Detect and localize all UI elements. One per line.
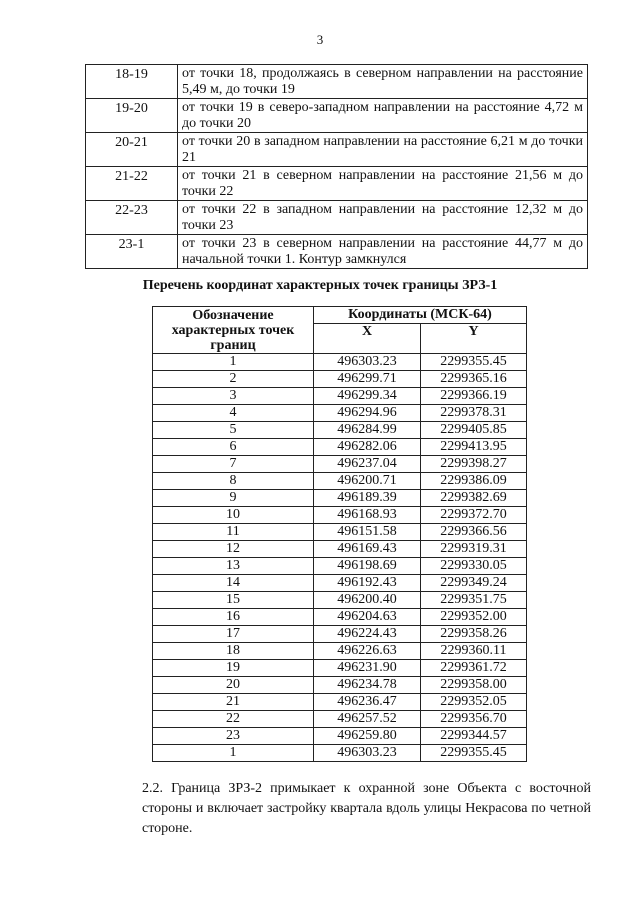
coordinates-table-body — [153, 354, 527, 762]
point-number: 17 — [153, 626, 314, 643]
coordinate-row — [153, 660, 527, 677]
y-coordinate: 2299356.70 — [421, 711, 527, 728]
point-number: 11 — [153, 524, 314, 541]
y-coordinate: 2299358.26 — [421, 626, 527, 643]
y-coordinate: 2299398.27 — [421, 456, 527, 473]
point-number: 3 — [153, 388, 314, 405]
segment-description: от точки 20 в западном направлении на расстояние 6,21 м до точки 21 — [178, 133, 588, 167]
coordinate-row — [153, 728, 527, 745]
y-coordinate: 2299355.45 — [421, 745, 527, 762]
y-coordinate: 2299378.31 — [421, 405, 527, 422]
segment-id: 18-19 — [86, 65, 178, 99]
coords-header: Координаты (МСК-64) — [314, 307, 527, 324]
point-number: 15 — [153, 592, 314, 609]
x-coordinate: 496226.63 — [314, 643, 421, 660]
point-number: 2 — [153, 371, 314, 388]
x-coordinate: 496200.40 — [314, 592, 421, 609]
x-coordinate: 496168.93 — [314, 507, 421, 524]
point-number: 22 — [153, 711, 314, 728]
coordinates-table — [152, 306, 527, 762]
x-coordinate: 496204.63 — [314, 609, 421, 626]
y-coordinate: 2299344.57 — [421, 728, 527, 745]
point-number: 4 — [153, 405, 314, 422]
coordinate-row — [153, 575, 527, 592]
point-number: 19 — [153, 660, 314, 677]
coordinate-row — [153, 694, 527, 711]
point-number: 23 — [153, 728, 314, 745]
segment-row — [86, 235, 588, 269]
segment-row — [86, 167, 588, 201]
coordinate-row — [153, 677, 527, 694]
coordinate-row — [153, 643, 527, 660]
x-coordinate: 496299.34 — [314, 388, 421, 405]
segment-row — [86, 65, 588, 99]
x-coordinate: 496299.71 — [314, 371, 421, 388]
segment-id: 23-1 — [86, 235, 178, 269]
y-coordinate: 2299330.05 — [421, 558, 527, 575]
point-number: 6 — [153, 439, 314, 456]
point-number: 13 — [153, 558, 314, 575]
coordinate-row — [153, 473, 527, 490]
coordinate-row — [153, 456, 527, 473]
section-paragraph — [108, 779, 591, 839]
coordinate-row — [153, 558, 527, 575]
x-coordinate: 496284.99 — [314, 422, 421, 439]
coordinate-row — [153, 592, 527, 609]
y-coordinate: 2299355.45 — [421, 354, 527, 371]
coordinate-row — [153, 354, 527, 371]
y-coordinate: 2299351.75 — [421, 592, 527, 609]
coordinate-row — [153, 745, 527, 762]
y-coordinate: 2299358.00 — [421, 677, 527, 694]
boundary-description-table — [85, 64, 588, 269]
x-header: X — [314, 324, 421, 354]
segment-description: от точки 19 в северо-западном направлении на расстояние 4,72 м до точки 20 — [178, 99, 588, 133]
paragraph-text: 2.2. Граница ЗРЗ-2 примыкает к охранной зоне Объекта с восточной стороны и включает застройку квартала вдоль улицы Некрасова по четной стороне. — [142, 781, 591, 836]
coord-section-title: Перечень координат характерных точек границы ЗРЗ-1 — [142, 278, 498, 293]
y-coordinate: 2299372.70 — [421, 507, 527, 524]
point-number: 9 — [153, 490, 314, 507]
y-coordinate: 2299365.16 — [421, 371, 527, 388]
x-coordinate: 496257.52 — [314, 711, 421, 728]
y-coordinate: 2299386.09 — [421, 473, 527, 490]
point-number: 20 — [153, 677, 314, 694]
y-coordinate: 2299360.11 — [421, 643, 527, 660]
segment-description: от точки 21 в северном направлении на расстояние 21,56 м до точки 22 — [178, 167, 588, 201]
y-coordinate: 2299319.31 — [421, 541, 527, 558]
x-coordinate: 496294.96 — [314, 405, 421, 422]
page-number: 3 — [316, 32, 324, 47]
x-coordinate: 496234.78 — [314, 677, 421, 694]
point-number: 1 — [153, 354, 314, 371]
point-number: 21 — [153, 694, 314, 711]
x-coordinate: 496303.23 — [314, 745, 421, 762]
segment-description: от точки 18, продолжаясь в северном направлении на расстояние 5,49 м, до точки 19 — [178, 65, 588, 99]
segment-id: 21-22 — [86, 167, 178, 201]
coordinate-row — [153, 541, 527, 558]
y-coordinate: 2299366.19 — [421, 388, 527, 405]
point-number: 16 — [153, 609, 314, 626]
segment-row — [86, 201, 588, 235]
coordinate-row — [153, 626, 527, 643]
x-coordinate: 496151.58 — [314, 524, 421, 541]
x-coordinate: 496282.06 — [314, 439, 421, 456]
y-coordinate: 2299366.56 — [421, 524, 527, 541]
point-number: 8 — [153, 473, 314, 490]
segment-row — [86, 99, 588, 133]
x-coordinate: 496303.23 — [314, 354, 421, 371]
boundary-description-body — [86, 65, 588, 269]
coordinate-row — [153, 711, 527, 728]
coordinate-row — [153, 609, 527, 626]
coordinate-row — [153, 388, 527, 405]
coordinate-row — [153, 490, 527, 507]
coordinate-row — [153, 422, 527, 439]
segment-id: 19-20 — [86, 99, 178, 133]
point-number: 18 — [153, 643, 314, 660]
y-coordinate: 2299352.05 — [421, 694, 527, 711]
coordinate-row — [153, 439, 527, 456]
point-number: 14 — [153, 575, 314, 592]
x-coordinate: 496259.80 — [314, 728, 421, 745]
y-coordinate: 2299405.85 — [421, 422, 527, 439]
segment-description: от точки 23 в северном направлении на расстояние 44,77 м до начальной точки 1. Контур замкнулся — [178, 235, 588, 269]
segment-id: 20-21 — [86, 133, 178, 167]
point-number: 5 — [153, 422, 314, 439]
coordinate-row — [153, 507, 527, 524]
x-coordinate: 496224.43 — [314, 626, 421, 643]
coordinates-table-header — [153, 307, 527, 354]
x-coordinate: 496169.43 — [314, 541, 421, 558]
segment-row — [86, 133, 588, 167]
x-coordinate: 496236.47 — [314, 694, 421, 711]
x-coordinate: 496198.69 — [314, 558, 421, 575]
coordinate-row — [153, 371, 527, 388]
y-coordinate: 2299352.00 — [421, 609, 527, 626]
y-coordinate: 2299349.24 — [421, 575, 527, 592]
x-coordinate: 496237.04 — [314, 456, 421, 473]
x-coordinate: 496192.43 — [314, 575, 421, 592]
x-coordinate: 496189.39 — [314, 490, 421, 507]
designation-header: Обозначение характерных точек границ — [153, 307, 314, 354]
point-number: 7 — [153, 456, 314, 473]
segment-description: от точки 22 в западном направлении на расстояние 12,32 м до точки 23 — [178, 201, 588, 235]
point-number: 1 — [153, 745, 314, 762]
y-coordinate: 2299413.95 — [421, 439, 527, 456]
y-header: Y — [421, 324, 527, 354]
x-coordinate: 496231.90 — [314, 660, 421, 677]
point-number: 10 — [153, 507, 314, 524]
coordinate-row — [153, 524, 527, 541]
x-coordinate: 496200.71 — [314, 473, 421, 490]
y-coordinate: 2299382.69 — [421, 490, 527, 507]
point-number: 12 — [153, 541, 314, 558]
coordinate-row — [153, 405, 527, 422]
y-coordinate: 2299361.72 — [421, 660, 527, 677]
segment-id: 22-23 — [86, 201, 178, 235]
